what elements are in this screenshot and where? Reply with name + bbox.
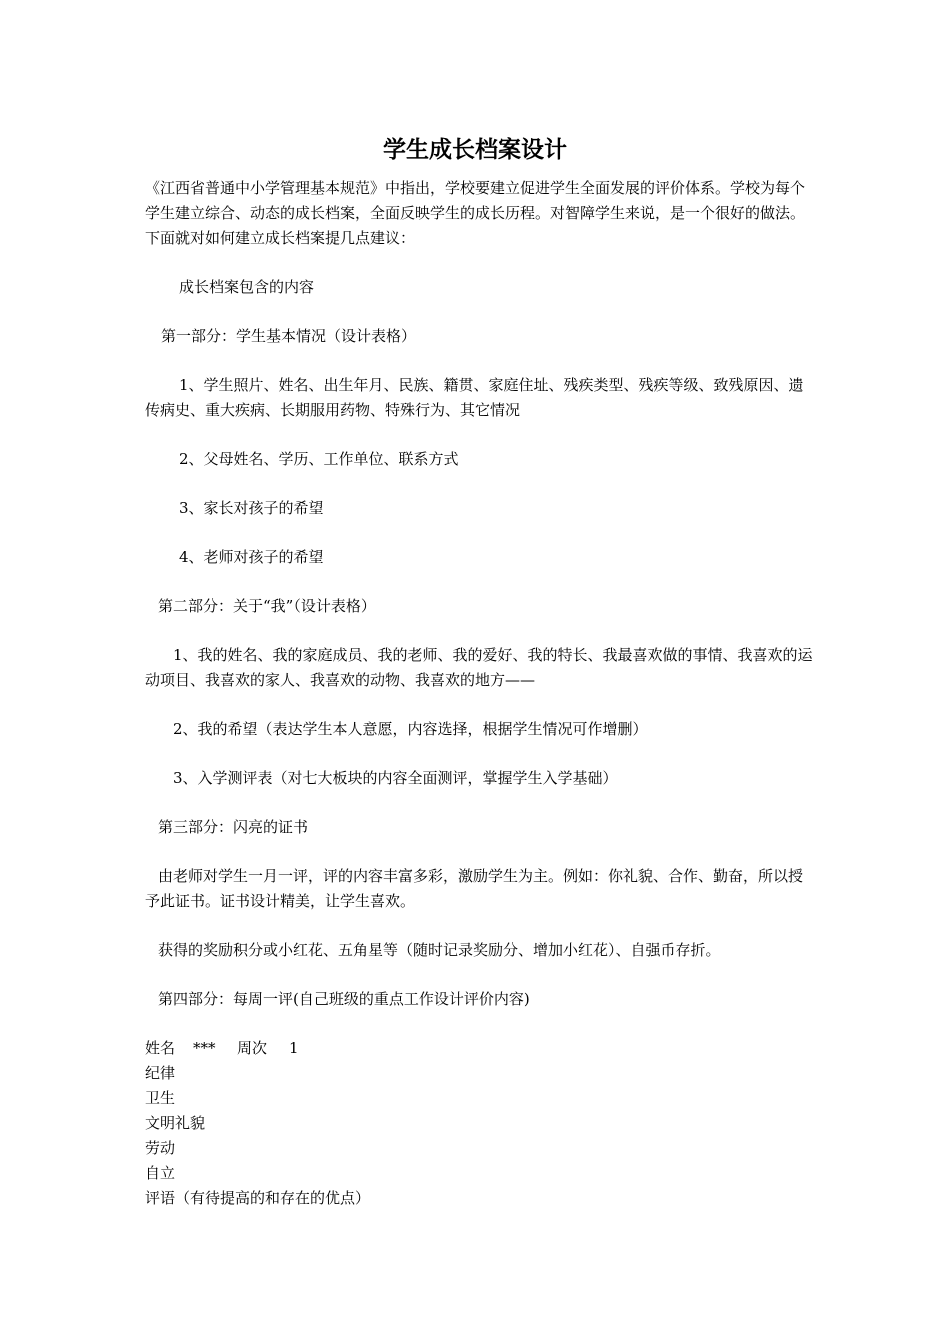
part3-paragraph: 由老师对学生一月一评，评的内容丰富多彩，激励学生为主。例如：你礼貌、合作、勤奋，所以授予此证书。证书设计精美，让学生喜欢。 (145, 867, 804, 910)
part1-item: 2、父母姓名、学历、工作单位、联系方式 (179, 450, 459, 468)
part1-item: 1、学生照片、姓名、出生年月、民族、籍贯、家庭住址、残疾类型、残疾等级、致残原因、遗传病史、重大疾病、长期服用药物、特殊行为、其它情况 (145, 376, 804, 419)
table-row: 自立 (145, 1164, 176, 1182)
weekly-evaluation-table (145, 1036, 813, 1211)
intro-paragraph: 《江西省普通中小学管理基本规范》中指出，学校要建立促进学生全面发展的评价体系。学校为每个学生建立综合、动态的成长档案，全面反映学生的成长历程。对智障学生来说，是一个很好的做法。下面就对如何建立成长档案提几点建议： (145, 179, 806, 247)
table-row: 评语（有待提高的和存在的优点） (145, 1189, 371, 1207)
part1-item: 4、老师对孩子的希望 (179, 548, 324, 566)
table-row: 劳动 (145, 1139, 176, 1157)
table-row: 文明礼貌 (145, 1114, 206, 1132)
document-title: 学生成长档案设计 (383, 137, 567, 163)
part3-heading: 第三部分：闪亮的证书 (158, 818, 309, 836)
name-label: 姓名 (145, 1039, 176, 1057)
part2-item: 1、我的姓名、我的家庭成员、我的老师、我的爱好、我的特长、我最喜欢做的事情、我喜欢的运动项目、我喜欢的家人、我喜欢的动物、我喜欢的地方—— (145, 646, 813, 689)
part1-heading: 第一部分：学生基本情况（设计表格） (161, 327, 417, 345)
part3-paragraph: 获得的奖励积分或小红花、五角星等（随时记录奖励分、增加小红花）、自强币存折。 (158, 941, 721, 959)
week-label: 周次 (237, 1039, 268, 1057)
week-value: 1 (289, 1039, 299, 1057)
part1-item: 3、家长对孩子的希望 (179, 499, 324, 517)
table-row: 卫生 (145, 1089, 176, 1107)
table-row: 纪律 (145, 1064, 176, 1082)
table-header-row (145, 1036, 813, 1061)
document-body (145, 176, 813, 1211)
part2-item: 3、入学测评表（对七大板块的内容全面测评，掌握学生入学基础） (173, 769, 618, 787)
name-value: *** (193, 1039, 216, 1057)
contents-heading: 成长档案包含的内容 (179, 278, 315, 296)
part4-heading: 第四部分：每周一评(自己班级的重点工作设计评价内容) (158, 990, 530, 1008)
part2-item: 2、我的希望（表达学生本人意愿，内容选择，根据学生情况可作增删） (173, 720, 648, 738)
part2-heading: 第二部分：关于“我”（设计表格） (158, 597, 376, 615)
